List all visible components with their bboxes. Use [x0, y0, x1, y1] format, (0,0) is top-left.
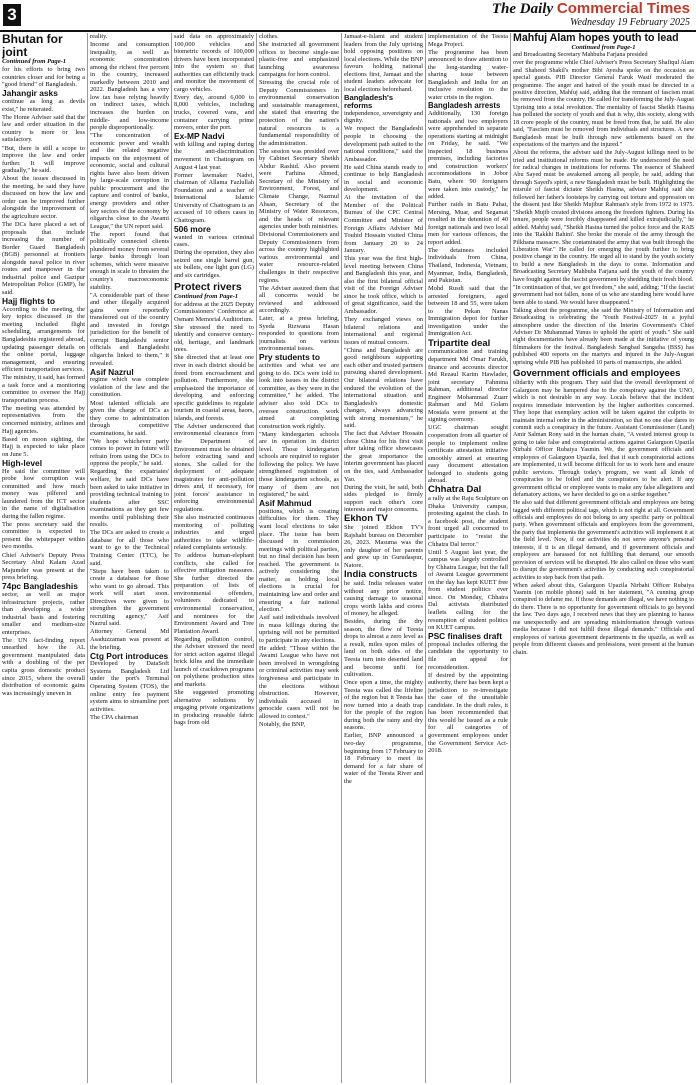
paragraph: If desired by the appointing authority, there has been kept a jurisdiction to re-investigate the case of the unsuitable candidate. In the draft rules, it has been recommended that this would be issued as a rule for all categories of government employees under the Government Service Act-2018.	[428, 671, 508, 755]
paragraph: The Home Adviser said that the law and order situation in the country is more or less satisfactory.	[2, 113, 85, 144]
paragraph: Besides, during the dry season, the flow of Teesta drops to almost a zero level as a result, miles upon miles of land on both sides of the Teesta turn into deserted land and become unfit for cultivation.	[344, 618, 423, 679]
paragraph: Asif said individuals involved in mass killings during the uprising will not be permitted to participate in any elections.	[259, 614, 339, 644]
paragraph: implementation of the Teesta Mega Project.	[428, 33, 508, 48]
paragraph: Further raids in Batu Pahat, Mersing, Muar, and Segamat resulted in the detention of 40 foreign nationals and two local men for various offences, the report added.	[428, 201, 508, 246]
paragraph: She stressed the need to identify and conserve century-old, heritage, and landmark trees.	[174, 323, 254, 354]
column-divider	[425, 33, 426, 1083]
paragraph: This year was the first high-level meeting between China and Bangladesh this year, and also the first bilateral official visit of the Foreign Adviser since he took office, which is of great significance, said the Ambassador.	[344, 255, 423, 316]
paragraph: "In continuation of that, we got freedom," she said, adding: "If the fascist government had not fallen, none of us who are standing here would have been able to stand. We would have disappeared."	[513, 284, 694, 306]
paragraph: We respect the Bangladeshi people in choosing the development path suited to the national conditions," said the Ambassador.	[344, 125, 423, 163]
paragraph: During the operation, they also seized one single barrel gun, six bullets, one light gun (LG) and six cartridges.	[174, 249, 254, 279]
paragraph: Until 5 August last year, the campus was largely controlled by Chhatra League, but the fall of Awami League government on the day has kept KUET free from student politics ever since. On Monday, Chhatra Dal activists distributed leaflets calling for the resumption of student politics on KUET campus.	[428, 548, 508, 632]
subhead-74pc-bangladeshis: 74pc Bangladeshis	[2, 581, 78, 592]
paragraph: positions, which is creating difficulties for them. They want local elections to take place. The issue has been discussed in commission meetings with political parties, but no final decision has been reached. The government is actively considering the matter, as holding local elections is crucial for maintaining law and order and ensuring a fair national election."	[259, 507, 339, 614]
paragraph: Divisional Commissioners and Deputy Commissioners from across the country highlighted various environmental and water resource-related challenges in their respective regions.	[259, 231, 339, 284]
paragraph: She joined Ekhon TV's Rajshahi bureau on December 26, 2023. Masuma was the only daughter of her parents and grew up in Gurudaspur, Natore.	[344, 524, 423, 569]
continued-note: Continued from Page-1	[174, 292, 239, 300]
paragraph: UGC chairman sought cooperation from all quarter of people to implement online certificate attestation initiative smoothly aimed at ensuring easy document attestation belonged to students going abroad.	[428, 424, 508, 485]
subhead-506-more: 506 more	[174, 223, 211, 234]
paragraph: She instructed all government offices to become single-use plastic-free and emphasized launching awareness campaigns for horn control.	[259, 41, 339, 79]
paragraph: for address at the 2025 Deputy Commissioners' Conference at Osmani Memorial Auditorium.	[174, 300, 254, 323]
masthead	[0, 0, 696, 32]
paragraph: sector, as well as major infrastructure projects, rather than developing a wider industrial basis and fostering smaller and medium-size enterprises.	[2, 591, 85, 636]
paragraph: They exchanged views on bilateral relations and international and regional issues of mutual concern.	[344, 316, 423, 346]
paragraph: and Broadcasting Secretary Mahbuba Farjana presided	[513, 52, 648, 59]
paragraph: a rally at the Raju Sculpture on Dhaka University campus, protesting against the clash. In a facebook post, the student front urged all concerned to participate to "resist the Chhatra Dal terror."	[428, 495, 508, 548]
column-divider	[87, 33, 88, 1083]
paragraph: Chief Adviser's Deputy Press Secretary Abul Kalam Azad Majumder was present at the press briefing.	[2, 551, 85, 582]
column-4	[259, 33, 339, 1083]
subhead-bangladesh-reforms: Bangladesh's reforms	[344, 92, 394, 110]
paragraph: She also instructed continuous monitoring of polluting industries and urged authorities to take wildlife-related complaints seriously.	[174, 513, 254, 552]
paragraph: continue as long as devils exist," he reiterated.	[2, 98, 85, 113]
article-columns	[2, 33, 694, 1083]
paragraph: "Steps have been taken to create a database for those who want to go abroad. This work will start soon. Directives were given to strengthen the government recruiting agency," Asif Nazrul said.	[90, 567, 169, 628]
paragraph: The press secretary said the committee is expected to present the whitepaper within two months.	[2, 520, 85, 551]
paragraph: He added: "Those within the Awami League who have not been involved in wrongdoing or criminal activities may seek forgiveness and participate in the elections without obstruction. However, individuals accused in genocide cases will not be allowed to contest."	[259, 644, 339, 720]
brand-commercial-times: Commercial Times	[556, 0, 690, 17]
paragraph: The fact that Adviser Hossain chose China for his first visit after taking office showcases the great importance the interim government has placed on the ties, said Ambassador Yao.	[344, 430, 423, 483]
paragraph: said data on approximately 100,000 vehicles and biometric records of 100,000 drivers have been incorporated into the system so that authorities can efficiently track and monitor the movement of cargo vehicles.	[174, 33, 254, 93]
paragraph: The detainees included individuals from China, Thailand, Indonesia, Vietnam, Myanmar, India, Bangladesh, and Pakistan.	[428, 246, 508, 285]
paragraph: He also said that different government officials and employees are being tagged with different political tags, which is not right at all. Government officials and employees do not belong to any specific party or political party. When government officials and employees from the government, the party that implements the government's activities will implement it at the field level. Now, if our activities do not serve anyone's personal interests, if it is an illegal demand, and if government officials and employees are harassed for not fulfilling that demand, our smooth provision of services will be disrupted. He also called on those who want to disrupt the government's activities by conducting such conspiratorial activities to step back from that path.	[513, 500, 694, 581]
column-divider	[171, 33, 172, 1083]
column-6	[428, 33, 508, 1083]
paragraph: The UN fact-finding report unearthed how the AL government manipulated data with a doubling of the per capita gross domestic product since 2015, where the overall distribution of economic gains was increasingly uneven in	[2, 636, 85, 697]
paragraph: The programme has been announced to draw attention to the long-standing water-sharing issue between Bangladesh and India for an inclusive resolution to the water crisis in the region.	[428, 48, 508, 101]
paragraph: At the invitation of the Member of the Political Bureau of the CPC Central Committee and Minister of Foreign Affairs Adviser Md Touhid Hossain visited China from January 20 to 24 January.	[344, 194, 423, 255]
paragraph: "But, there is still a scope to improve the law and order further. It will improve gradually," he said.	[2, 144, 85, 175]
paragraph: To address human-elephant conflicts, she called for effective mitigation measures. She further directed the preparation of lists of environmental offenders, volunteers dedicated to environmental conservation, and nominees for the Environment Award and Tree Plantation Award.	[174, 552, 254, 635]
paragraph: over the programme while Chief Adviser's Press Secretary Shafiqul Alam and Shaheed Shakil's mother Bibi Ayesha spoke on the occasion as special guests. PIB Director General Faruk Wasif moderated the programme. The anger and hatred of the youth must be directed in a positive direction, Mahfuj said, adding that the remnant of fascism must be removed from the country. He called for transforming the July-August Uprising into a total revolution. The mentality of fascist Sheikh Hasina has polluted the society of youth and that is why, this society, along with 18 crore people of the country, must be freed from that, he said. He also said, "Fascism must be removed from individuals and structures. A new Bangladesh must be built through new settlements based on the expectations of the martyrs and the injured."	[513, 60, 694, 149]
paragraph: "Many kindergarten schools are in operation in district level. Those kindergarten schools are required to register following the policy. We have strengthened registration of those kindergarten schools, as many of them are not registered," he said.	[259, 430, 339, 499]
paragraph: "We hope whichever party comes to power in future will refrain from using the DCs to oppress the people," he said.	[90, 437, 169, 468]
paragraph: Mohd Rusdi said that the arrested foreigners, aged between 18 and 55, were taken to the Pekan Nanas Immigration depot for further investigation under the Immigration Act.	[428, 285, 508, 338]
paragraph: He said China stands ready to continue to help Bangladesh in social and economic development.	[344, 163, 423, 194]
column-5	[344, 33, 423, 1083]
column-7	[513, 33, 694, 1083]
paragraph: "The concentration of economic power and wealth and the related negative impacts on the enjoyment of economic, social and cultural rights have also been driven by large-scale corruption in public procurement and the capture and control of banks, energy providers and other key sectors of the economy by oligarchs close to the Awami League," the UN report said.	[90, 132, 169, 230]
paragraph: Later, at a press briefing, Syeda Rizwana Hasan responded to questions from journalists on various environmental issues.	[259, 315, 339, 353]
paragraph: Talking about the programme, she said the Ministry of Information and Broadcasting is celebrating the 'Youth Festival-2025' in a joyful atmosphere under the direction of the Interim Government's Chief Adviser Dr Muhammad Yunus to uphold the spirit of youth." She said eight documentaries have already been made at the initiative of young filmmakers for the festival. Bangladesh Sangbad Sangstha (BSS) has published 400 reports on the martyrs and injured in the July-August uprising while PIB has published 10 parts of manuscripts, she added.	[513, 307, 694, 366]
column-divider	[510, 33, 511, 1083]
paragraph: Most talented officials are given the charge of DCs as they come to administration through competitive examinations, he said.	[90, 399, 169, 437]
subhead-bangladesh-arrests: Bangladesh arrests	[428, 100, 501, 110]
paragraph: About the reforms, the adviser said the July-August killings need to be tried and institutional reforms must be made. He underscored the need for radical changes in institutions for reforms. The essence of Shaheed Abu Sayed must be awakened among all people, he said, adding that through Sayed's spirit, a new Bangladesh must be built. Highlighting the misrule of fascist dictator Sheikh Hasina, adviser Mahfuj said she followed her father's footsteps by carrying out torture and oppression on the dissent just like Sheikh Mujibur Rahman's style from 1972 to 1975. "Sheikh Mujib created divisions among the freedom fighters. During his tenure, people were forcibly disappeared and killed extrajudicially," he added. Mahfuj said, "Sheikh Hasina turned the police force and the RAB into the 'Rakkhi Bahini'. She broke the morale of the army through the Pilkhana massacre. She contaminated the army that was built through the Liberation War." He called for emerging the youth further to bring positive change in the country. He urged all to stand by the youth society to build a new Bangladesh in the days to come. Information and Broadcasting Secretary Mahbuba Farjana said the youth of the country have fought against the fascist government by shedding their fresh blood.	[513, 150, 694, 283]
subhead-chhatra-dal: Chhatra Dal	[428, 484, 482, 496]
subhead-ekhon-tv: Ekhon TV	[344, 513, 388, 525]
subhead-asif-nazrul: Asif Nazrul	[90, 366, 134, 377]
paragraph: he said. India releases water without any prior notice, causing damage to seasonal crops worth lakhs and crores of money, he alleged.	[344, 580, 423, 618]
paragraph: Developed by DataSoft Systems Bangladesh Ltd under the port's Terminal Operating System (TOS), the online entry fee payment system aims to streamline port activities.	[90, 660, 169, 713]
paragraph: Former lawmaker Nadvi, chairman of Allama Fazlullah Foundation and a teacher of International Islamic University of Chattogram is an accused of 10 others cases in Chattogram.	[174, 171, 254, 224]
subhead-psc-finalises: PSC finalises draft	[428, 631, 503, 642]
paragraph: regime which was complete violation of the law and the constitution.	[90, 376, 169, 399]
paragraph: About the issues discussed in the meeting, he said they have discussed on how the law and order can be improved further alongside the improvement of the agriculture sector.	[2, 175, 85, 220]
paragraph: She directed that at least one river in each district should be freed from encroachment and pollution. Furthermore, she emphasized the importance of developing and enforcing specific guidelines to regulate tourism in coastal areas, haors, islands, and forests.	[174, 354, 254, 422]
headline-protect-rivers: Protect rivers	[174, 280, 242, 293]
paragraph: Regarding pollution control, the Adviser stressed the need for strict action against illegal brick kilns and the immediate launch of crackdown programs on polythene production sites and markets.	[174, 635, 254, 688]
paragraph: Based on moon sighting, the Hajj is expected to take place on June 5.	[2, 435, 85, 458]
column-divider	[341, 33, 342, 1083]
paragraph: He said the committee will probe how corruption was committed and how much money was pilfered and laundered from the ICT sector in the name of digitalisation during the fallen regime.	[2, 467, 85, 520]
paragraph: "A considerable part of these and other illegally acquired gains were reportedly transferred out of the country and invested in foreign jurisdiction for the benefit of corrupt Bangladeshi senior officials and Bangladeshi oligarchs linked to them," it revealed.	[90, 291, 169, 367]
paragraph: Jamaat-e-Islami and student leaders from the July uprising hold opposing positions on local elections. While the BNP favours holding national elections first, Jamaat and the student leaders advocate for local elections beforehand.	[344, 33, 423, 93]
paragraph: clothes.	[259, 33, 279, 40]
column-3	[174, 33, 254, 1083]
paragraph: "China and Bangladesh are good neighbours supporting each other and trusted partners pursuing shared development. Our bilateral relations have endured the evolution of the international situation and Bangladesh's domestic changes, always advancing with strong momentum," he said.	[344, 346, 423, 430]
subhead-india-constructs: India constructs	[344, 569, 418, 581]
subhead-ex-mp-nadvi: Ex-MP Nadvi	[174, 131, 225, 142]
paragraph: The session was presided over by Cabinet Secretary Sheikh Abdur Rashid. Also present were Farhina Ahmed, Secretary of the Ministry of Environment, Forest, and Climate Change, Nazmul Ahsan, Secretary of the Ministry of Water Resources, and the heads of relevant agencies under both ministries.	[259, 147, 339, 231]
subhead-jahangir-asks: Jahangir asks	[2, 88, 58, 99]
column-1	[2, 33, 85, 1083]
paragraph: According to the meeting, the key topics discussed in the meeting included flight scheduling, arrangements for Bangladeshis registered abroad, updating passenger details on the online portal, luggage management, and ensuring efficient transportation services.	[2, 305, 85, 374]
column-2	[90, 33, 169, 1083]
paragraph: with killing and raping during the anti-discrimination movement in Chattogram on August 4 last year.	[174, 140, 254, 171]
paragraph: The Adviser assured them that all concerns would be reviewed and addressed accordingly.	[259, 284, 339, 315]
page-number: 3	[3, 4, 21, 26]
subhead-pry-students: Pry students to	[259, 352, 320, 363]
paragraph: Earlier, BNP announced a two-day programme, beginning from 17 February to 18 February to meet its demand for a fair share of water of the Teesta River and the	[344, 732, 423, 785]
paragraph: The DCs are asked to create a database for all those who want to go to the Technical Training Center (TTC), he said.	[90, 529, 169, 567]
paragraph: Attorney General Md Asaduzzaman was present at the briefing.	[90, 628, 169, 651]
paragraph: The DCs have placed a set of proposals that include increasing the number of Border Guard Bangladesh (BGB) personnel at frontiers alongside naval police in river routes and manpower in the industrial police and Gazipur Metropolitan Police (GMP), he said.	[2, 220, 85, 296]
paragraph: Notably, the BNP,	[259, 720, 306, 728]
headline-bhutan: Bhutan for joint	[2, 33, 63, 59]
paragraph: Regarding the expatriates' welfare, he said DCs have been asked to take initiative in providing technical training to students after SSC examinations as they get few months until publishing their results.	[90, 468, 169, 529]
issue-date: Wednesday 19 February 2025	[570, 17, 690, 28]
headline-mahfuj-alam: Mahfuj Alam hopes youth to lead	[513, 33, 679, 44]
paragraph: She suggested promoting alternative solutions by engaging private organizations in producing reusable fabric bags from old	[174, 689, 254, 727]
paragraph: reality.	[90, 33, 108, 40]
paragraph: The report found that politically connected clients plundered money from several large banks through loan schemes, which were massive enough in scale to threaten the country's macroeconomic stability.	[90, 230, 169, 291]
paragraph: wanted in various criminal cases.	[174, 233, 254, 249]
continued-note: Continued from Page-1	[571, 44, 636, 52]
paragraph: Every day, around 6,000 to 8,000 vehicles, including trucks, covered vans, and container carrying prime movers, enter the port.	[174, 93, 254, 132]
subhead-hajj-flights: Hajj flights to	[2, 295, 56, 306]
subhead-high-level: High-level	[2, 457, 43, 468]
subhead-asif-mahmud: Asif Mahmud	[259, 498, 312, 509]
paragraph: Additionally, 130 foreign nationals and two employers were apprehended in separate operations starting at midnight on Friday, he said. "We inspected 18 business premises, including factories and construction workers' accommodations in Jobor Batu, where 90 foreigners were taken into custody," he added.	[428, 110, 508, 201]
headline-government-officials: Government officials and employees	[513, 368, 681, 380]
paragraph: The CPA chairman	[90, 713, 139, 721]
paragraph: The meeting was attended by representatives from the concerned ministry, airlines and Hajj agencies.	[2, 404, 85, 435]
subhead-tripartite-deal: Tripartite deal	[428, 337, 491, 349]
paragraph: proposal includes offering the candidate the opportunity to file an appeal for reconsideration.	[428, 640, 508, 671]
paragraph: for his efforts to bring two countries closer and for being a "good friend" of Bangladesh.	[2, 66, 85, 89]
paragraph: Income and consumption inequality, as well as economic concentration among the richest five percent in the country, increased markedly between 2010 and 2022. Bangladesh has a very low tax base relying heavily on indirect taxes, which increases the burden on middle- and low-income people disproportionally.	[90, 41, 169, 132]
paragraph: During the visit, he said, both sides pledged to firmly support each other's core interests and major concerns.	[344, 483, 423, 514]
paragraph: The Adviser underscored that environmental clearance from the Department of Environment must be obtained before extracting sand and stones. She called for the deployment of adequate magistrates for anti-pollution drives and, if necessary, for joint forces' assistance in enforcing environmental regulations.	[174, 422, 254, 513]
continued-note: Continued from Page-1	[2, 58, 67, 66]
newspaper-brand	[492, 1, 690, 29]
brand-name	[492, 1, 690, 17]
paragraph: The ministry, it said, has formed a task force and a monitoring committee to oversee the Hajj transportation process.	[2, 374, 85, 404]
paragraph: When asked about this, Galarguon Upazila Nirbahi Officer Rubaiya Yasmin (on mobile phone) said in her statement, "A cunning group conspired to defame me. If those demands are illegal, we have nothing to do there. There is no opportunity for government officials to go beyond the law. Two days ago, I received news that they are planning to harass me unexpectedly and are spreading misinformation through various media because I did not fulfill those illegal demands." Officials and employees of various government departments in the upazila, as well as people from different classes and professions, were present at the human chain.	[513, 582, 694, 656]
paragraph: activities and what we are going to do. DCs were told to look into issues in the district committee, as they were in the committee," he added. The adviser also told DCs to oversee construction work aimed at completing construction work rightly.	[259, 362, 339, 430]
paragraph: Stressing the crucial role of Deputy Commissioners in environmental conservation and sustainable management, she stated that ensuring the protection of the nation's natural resources is a fundamental responsibility of the administration.	[259, 79, 339, 147]
paragraph: olidarity with this program. They said that the overall development of Galarguon may be hampered due to the conspiracy against the UNO, which is not desirable in any way. Locals believe that the incident requires immediate intervention by the higher authorities concerned. They hope that exemplary action will be taken against the culprits to maintain internal order in the administration, so that no one else dares to commit such a conspiracy in the future. Assistant Commissioner (Land) Amir Salman Rony said in the human chain, "A vested interest group is going to take false and conspiratorial actions against Galarguon Upazila Nirbahi Officer Rubaiya Yasmin. We, the government officials and employees of Galarguon Upazila, feel that if such conspiratorial actions are implemented, it will become difficult for us to work here and ensure public services. Through today's program, we want all kinds of conspiracies to be foiled and the conspirators to be alert. If any government official or employee wants to make any false allegations and defamatory actions, we have decided to go on a strike together."	[513, 380, 694, 499]
paragraph: Once upon a time, the mighty Teesta was called the lifeline of the region but it Teesta has now turned into a death trap for the people of the region during both the rainy and dry seasons.	[344, 679, 423, 732]
subhead-ctg-port: Ctg Port introduces	[90, 650, 169, 661]
column-divider	[256, 33, 257, 1083]
brand-the: The Daily	[491, 1, 554, 17]
paragraph: independence, sovereignty and dignity.	[344, 109, 423, 125]
paragraph: communication and training department Md Omar Farukh, finance and accounts director Md Rezaul Karim Hawlader, joint secretary Fahmina Rahman, additional director Engineer Mohammad Zuarr Rahman and Md Golam Mostafa were present at the signing ceremony.	[428, 348, 508, 424]
